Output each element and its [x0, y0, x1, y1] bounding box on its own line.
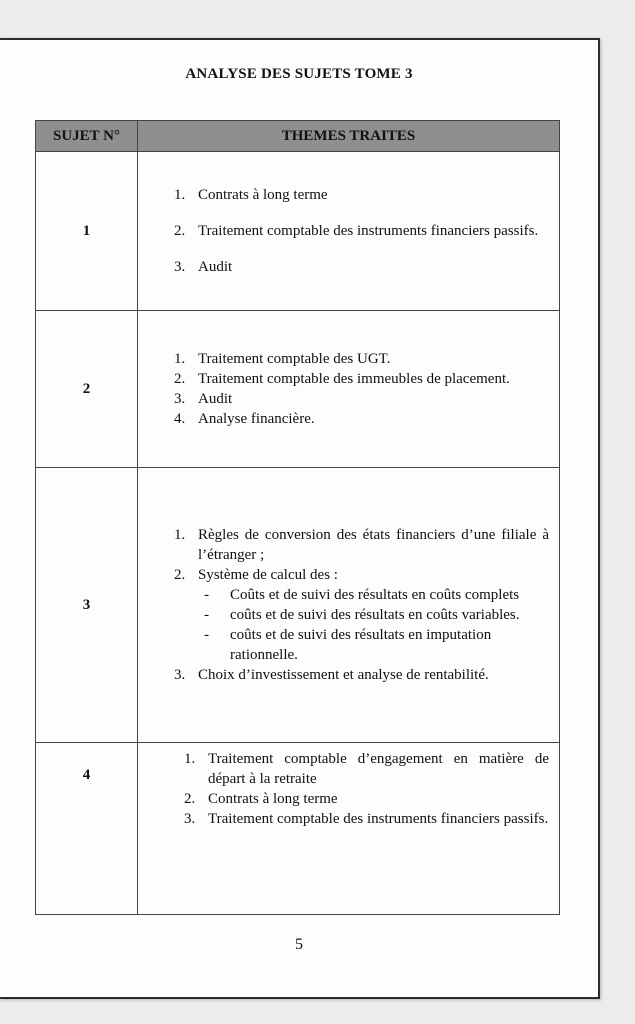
sub-list-item: - coûts et de suivi des résultats en imputation rationnelle.	[198, 625, 549, 665]
themes-cell	[138, 152, 560, 311]
table-header-row	[36, 121, 560, 152]
document-page	[0, 38, 600, 999]
page-title: ANALYSE DES SUJETS TOME 3	[185, 66, 413, 82]
table-row	[36, 152, 560, 311]
list-item: 3. Traitement comptable des instruments financiers passifs.	[184, 811, 549, 827]
themes-list	[138, 349, 549, 429]
subjects-table	[35, 120, 560, 915]
sub-list-item: - coûts et de suivi des résultats en coûts variables.	[198, 605, 549, 625]
header-subject-number: SUJET N°	[36, 121, 138, 152]
themes-cell	[138, 311, 560, 468]
themes-cell	[138, 468, 560, 743]
list-item: 3. Choix d’investissement et analyse de rentabilité.	[174, 667, 489, 683]
list-item: 1. Traitement comptable d’engagement en matière de départ à la retraite	[184, 751, 549, 787]
header-themes: THEMES TRAITES	[138, 121, 560, 152]
themes-list	[138, 525, 549, 685]
list-item: 4. Analyse financière.	[174, 411, 315, 427]
list-item: 3. Audit	[174, 259, 233, 275]
subject-number: 4	[36, 743, 138, 915]
list-item: 3. Audit	[174, 391, 233, 407]
list-item: 1. Règles de conversion des états financiers d’une filiale à l’étranger ;	[174, 527, 549, 563]
list-item: 1. Traitement comptable des UGT.	[174, 351, 391, 367]
page-number: 5	[295, 936, 303, 953]
sub-list-item: - Coûts et de suivi des résultats en coûts complets	[198, 585, 549, 605]
list-item: 2. Traitement comptable des immeubles de placement.	[174, 371, 510, 387]
subject-number: 2	[36, 311, 138, 468]
table-row	[36, 743, 560, 915]
table-row	[36, 468, 560, 743]
themes-list	[138, 185, 549, 277]
themes-list	[138, 749, 549, 829]
list-item: 2. Contrats à long terme	[184, 791, 338, 807]
themes-cell	[138, 743, 560, 915]
list-item: 2. Système de calcul des : - Coûts et de suivi des résultats en coûts complets - coûts et de suivi des résultats en coûts variables. - coûts et de suivi des résultats en imputation rationnelle.	[138, 565, 549, 665]
subject-number: 1	[36, 152, 138, 311]
table-row	[36, 311, 560, 468]
list-item: 1. Contrats à long terme	[174, 187, 328, 203]
list-item: 2. Traitement comptable des instruments financiers passifs.	[174, 223, 539, 239]
sub-list	[198, 585, 549, 665]
subject-number: 3	[36, 468, 138, 743]
